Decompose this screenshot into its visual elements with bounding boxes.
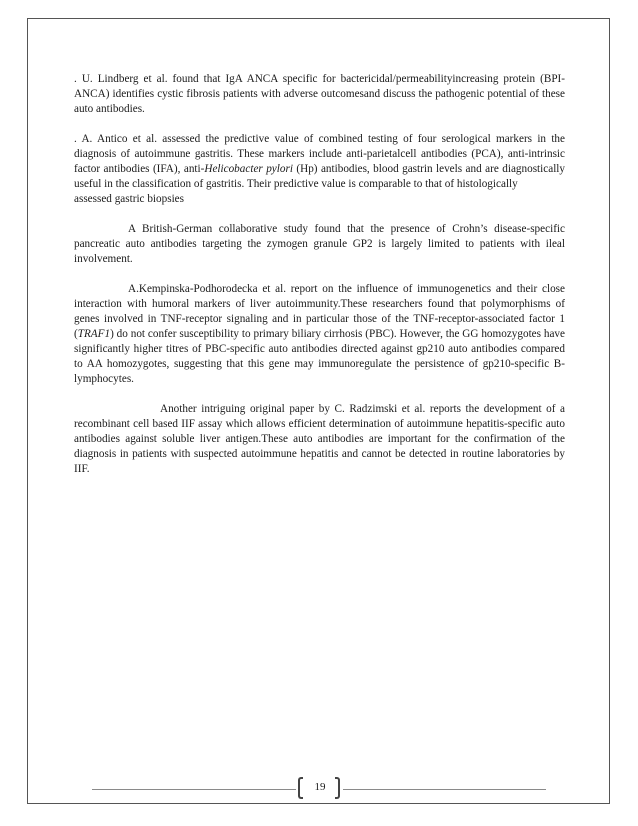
paragraph-antico (74, 132, 565, 207)
paragraph-lindberg: . U. Lindberg et al. found that IgA ANCA specific for bactericidal/permeabilityincreasing protein (BPI-ANCA) identifies cystic fibrosis patients with adverse outcomesand discuss the pathogenic potential of these auto antibodies. (74, 73, 565, 115)
paragraph-kempinska-text-1: A.Kempinska-Podhorodecka et al. report on the influence of immunogenetics and their close interaction with humoral markers of liver autoimmunity.These researchers found that polymorphisms of genes involved in TNF-receptor signaling and in particular those of the TNF-receptor-associated factor 1 ( (74, 283, 565, 340)
paragraph-crohn: A British-German collaborative study found that the presence of Crohn’s disease-specific pancreatic auto antibodies targeting the zymogen granule GP2 is largely limited to patients with ileal involvement. (74, 223, 565, 265)
paragraph-antico-text-1: . A. Antico et al. assessed the predictive value of combined testing of four serological markers in the diagnosis of autoimmune gastritis. These markers include anti-parietalcell antibodies (PCA), anti-intrinsic factor antibodies (IFA), anti- (74, 133, 565, 175)
page-number-bracket-left (298, 777, 303, 799)
paragraph-kempinska-text-2: ) do not confer susceptibility to primary biliary cirrhosis (PBC). However, the GG homozygotes have significantly higher titres of PBC-specific auto antibodies directed against gp210 auto antibodies compared to AA homozygotes, suggesting that this gene may immunoregulate the persistence of gp210-specific B-lymphocytes. (74, 328, 565, 385)
paragraph-antico-species: Helicobacter pylori (204, 163, 293, 175)
document-body (74, 72, 565, 492)
page-number: 19 (314, 781, 326, 793)
footer-rule-left (92, 789, 296, 790)
page-number-bracket-right (335, 777, 340, 799)
footer-rule-right (343, 789, 546, 790)
paragraph-kempinska-gene: TRAF1 (77, 328, 111, 340)
paragraph-antico-text-2: (Hp) antibodies, blood gastrin levels and are diagnostically useful in the classification of gastritis. Their predictive value is comparable to that of histologically (74, 163, 566, 190)
paragraph-kempinska (74, 282, 565, 387)
paragraph-antico-last-line: assessed gastric biopsies (74, 193, 184, 205)
paragraph-radzimski: Another intriguing original paper by C. Radzimski et al. reports the development of a recombinant cell based IIF assay which allows efficient determination of autoimmune hepatitis-specific auto antibodies against soluble liver antigen.These auto antibodies are important for the confirmation of the diagnosis in patients with suspected autoimmune hepatitis and cannot be detected in routine laboratories by IIF. (74, 403, 565, 475)
